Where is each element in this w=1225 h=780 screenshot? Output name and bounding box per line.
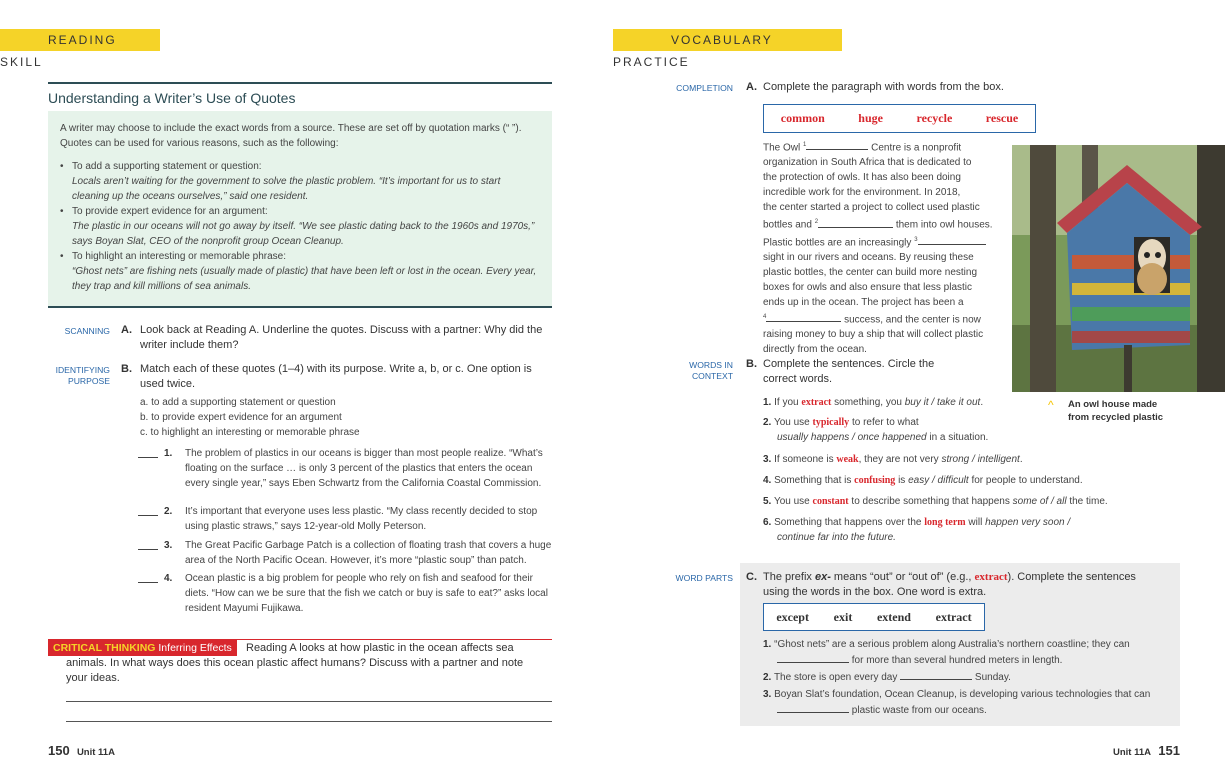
owl-house-illustration xyxy=(1012,145,1225,392)
choice-text[interactable]: easy / difficult xyxy=(908,475,969,486)
skill-box xyxy=(48,111,552,308)
bullet-item: • To highlight an interesting or memorable phrase: “Ghost nets” are fishing nets (usually made of plastic) that have been left or lost in the ocean. Every year, they trap and kill millions of sea animals. xyxy=(60,249,538,294)
right-footer xyxy=(1113,743,1180,758)
word-option: extract xyxy=(935,609,972,624)
answer-blank[interactable] xyxy=(138,505,158,516)
blank-1[interactable] xyxy=(806,139,868,150)
exercise-b-text-right: Complete the sentences. Circle the correct words. xyxy=(763,358,935,385)
exercise-b-text: Match each of these quotes (1–4) with its purpose. Write a, b, or c. One option is used twice. xyxy=(140,363,532,390)
blank-3[interactable] xyxy=(918,234,986,245)
owl-house-photo xyxy=(1012,145,1225,392)
critical-thinking-tag: CRITICAL THINKING Inferring Effects xyxy=(48,640,237,656)
blank-4[interactable] xyxy=(766,311,841,322)
blank-c3[interactable] xyxy=(777,702,849,713)
answer-line[interactable] xyxy=(66,701,552,702)
answer-blank[interactable] xyxy=(138,447,158,458)
page-number: 151 xyxy=(1158,743,1180,758)
answer-line[interactable] xyxy=(66,721,552,722)
context-item: 4. Something that is confusing is easy / difficult for people to understand. xyxy=(763,475,1083,486)
answer-blank[interactable] xyxy=(138,572,158,583)
word-option: recycle xyxy=(916,111,953,125)
quote-item: 3. The Great Pacific Garbage Patch is a collection of floating trash that covers a huge area of the North Pacific Ocean. However, it’s more “plastic soup” than patch. xyxy=(138,538,558,571)
purpose-options xyxy=(140,395,550,440)
word-box-c xyxy=(763,603,985,631)
word-parts-item: 1. “Ghost nets” are a serious problem along Australia’s northern coastline; they can for more than several hundred meters in length. xyxy=(763,639,1130,666)
word-option: rescue xyxy=(985,111,1019,125)
reading-skill-tag: READING SKILL xyxy=(0,29,160,51)
exercise-a-letter: A. xyxy=(121,324,132,336)
context-item: 2. You use typically to refer to what usually happens / once happened in a situation. xyxy=(763,417,989,443)
unit-label: Unit 11A xyxy=(76,747,115,758)
blank-2[interactable] xyxy=(818,217,893,228)
exercise-c-letter: C. xyxy=(746,571,757,583)
option-a: a. to add a supporting statement or question xyxy=(140,397,336,408)
page-number: 150 xyxy=(48,743,70,758)
choice-text[interactable]: some of / all xyxy=(1012,496,1067,507)
quote-list xyxy=(138,446,558,617)
word-parts-label: WORD PARTS xyxy=(675,573,733,583)
bullet-item: • To add a supporting statement or question: Locals aren’t waiting for the government to solve the plastic problem. “It’s important for us to start cleaning up the oceans ourselves,” said one resident. xyxy=(60,159,538,204)
quote-item: 4. Ocean plastic is a big problem for people who rely on fish and seafood for their diets. “How can we be sure that the fish we catch or buy is safe to eat?” asks local resident Mayumi Fujikawa. xyxy=(138,571,558,617)
choice-text[interactable]: usually happens / once happened xyxy=(777,432,927,443)
completion-label: COMPLETION xyxy=(676,83,733,93)
critical-thinking-line1: Reading A looks at how plastic in the ocean affects sea xyxy=(246,642,514,654)
word-option: exit xyxy=(833,609,853,624)
word-parts-item: 3. Boyan Slat’s foundation, Ocean Cleanup, is developing various technologies that can plastic waste from our oceans. xyxy=(763,689,1151,716)
word-parts-item: 2. The store is open every day Sunday. xyxy=(763,669,1175,687)
blank-c2[interactable] xyxy=(900,669,972,680)
context-item: 6. Something that happens over the long term will happen very soon / continue far into the future. xyxy=(763,517,1071,543)
context-item: 3. If someone is weak, they are not very strong / intelligent. xyxy=(763,454,1023,465)
word-parts-sentences xyxy=(763,637,1175,719)
word-option: common xyxy=(780,111,825,125)
choice-text[interactable]: continue far into the future. xyxy=(777,532,896,543)
exercise-a-letter-right: A. xyxy=(746,81,757,93)
word-box-a xyxy=(763,104,1036,133)
word-option: huge xyxy=(858,111,883,125)
exercise-b-letter: B. xyxy=(121,363,132,375)
caption-arrow-icon: ^ xyxy=(1048,398,1054,412)
word-option: except xyxy=(776,609,809,624)
choice-text[interactable]: happen very soon / xyxy=(985,517,1071,528)
unit-label: Unit 11A xyxy=(1113,747,1152,758)
context-item: 5. You use constant to describe something that happens some of / all the time. xyxy=(763,496,1108,507)
critical-thinking-line3: your ideas. xyxy=(66,672,120,684)
title-rule xyxy=(48,82,552,84)
context-item: 1. If you extract something, you buy it / take it out. xyxy=(763,397,984,408)
bullet-item: • To provide expert evidence for an argument: The plastic in our oceans will not go away by itself. “We see plastic dating back to the 1960s and 1970s,” says Boyan Slat, CEO of the nonprofit group Ocean Cleanup. xyxy=(60,204,538,249)
exercise-a-text-right: Complete the paragraph with words from the box. xyxy=(763,81,1004,93)
section-title: Understanding a Writer’s Use of Quotes xyxy=(48,90,296,106)
exercise-b-letter-right: B. xyxy=(746,358,757,370)
words-in-context-label: WORDS IN CONTEXT xyxy=(689,360,733,381)
quote-item: 1. The problem of plastics in our oceans is bigger than most people realize. “What’s floating on the surface … is only 3 percent of the plastics that enters the ocean every single year,” says Eben Schwartz from the California Coastal Commission. xyxy=(138,446,558,504)
critical-thinking-line2: animals. In what ways does this ocean plastic affect humans? Discuss with a partner and note xyxy=(66,657,524,669)
scanning-label: SCANNING xyxy=(64,326,110,336)
vocabulary-practice-tag: VOCABULARY PRACTICE xyxy=(613,29,842,51)
left-footer xyxy=(48,743,115,758)
exercise-c-text: The prefix ex- means “out” or “out of” (e.g., extract). Complete the sentences using the words in the box. One word is extra. xyxy=(763,571,1136,598)
skill-intro: A writer may choose to include the exact words from a source. These are set off by quotation marks (“ ”). Quotes can be used for various reasons, such as the following: xyxy=(60,123,522,149)
option-c: c. to highlight an interesting or memorable phrase xyxy=(140,427,360,438)
skill-bullets xyxy=(60,159,538,294)
completion-paragraph: The Owl $^1$ Centre is a nonprofit organization in South Africa that is dedicated to the protection of owls. It has also been doing incredible work for the environment. In 2018, the center started a project to collect used plastic bottles and $^2$ them into owl houses. Plastic bottles are an increasingly $^3$ sight in our rivers and oceans. By reusing these plastic bottles, the center can build more nesting boxes for owls and also ensure that less plastic ends up in the ocean. The project has been a $^4$ success, and the center is now raising money to buy a ship that will collect plastic directly from the ocean. xyxy=(763,138,1008,357)
identifying-purpose-label: IDENTIFYING PURPOSE xyxy=(55,365,110,386)
choice-text[interactable]: buy it / take it out xyxy=(904,397,981,408)
exercise-a-text: Look back at Reading A. Underline the quotes. Discuss with a partner: Why did the writer include them? xyxy=(140,324,543,351)
choice-text[interactable]: strong / intelligent xyxy=(941,454,1020,465)
photo-caption: An owl house made from recycled plastic xyxy=(1068,399,1164,423)
answer-blank[interactable] xyxy=(138,539,158,550)
word-option: extend xyxy=(876,609,911,624)
context-sentences xyxy=(763,395,1173,547)
blank-c1[interactable] xyxy=(777,652,849,663)
quote-item: 2. It’s important that everyone uses less plastic. “My class recently decided to stop using plastic straws,” says 12-year-old Molly Peterson. xyxy=(138,504,558,538)
option-b: b. to provide expert evidence for an argument xyxy=(140,412,342,423)
